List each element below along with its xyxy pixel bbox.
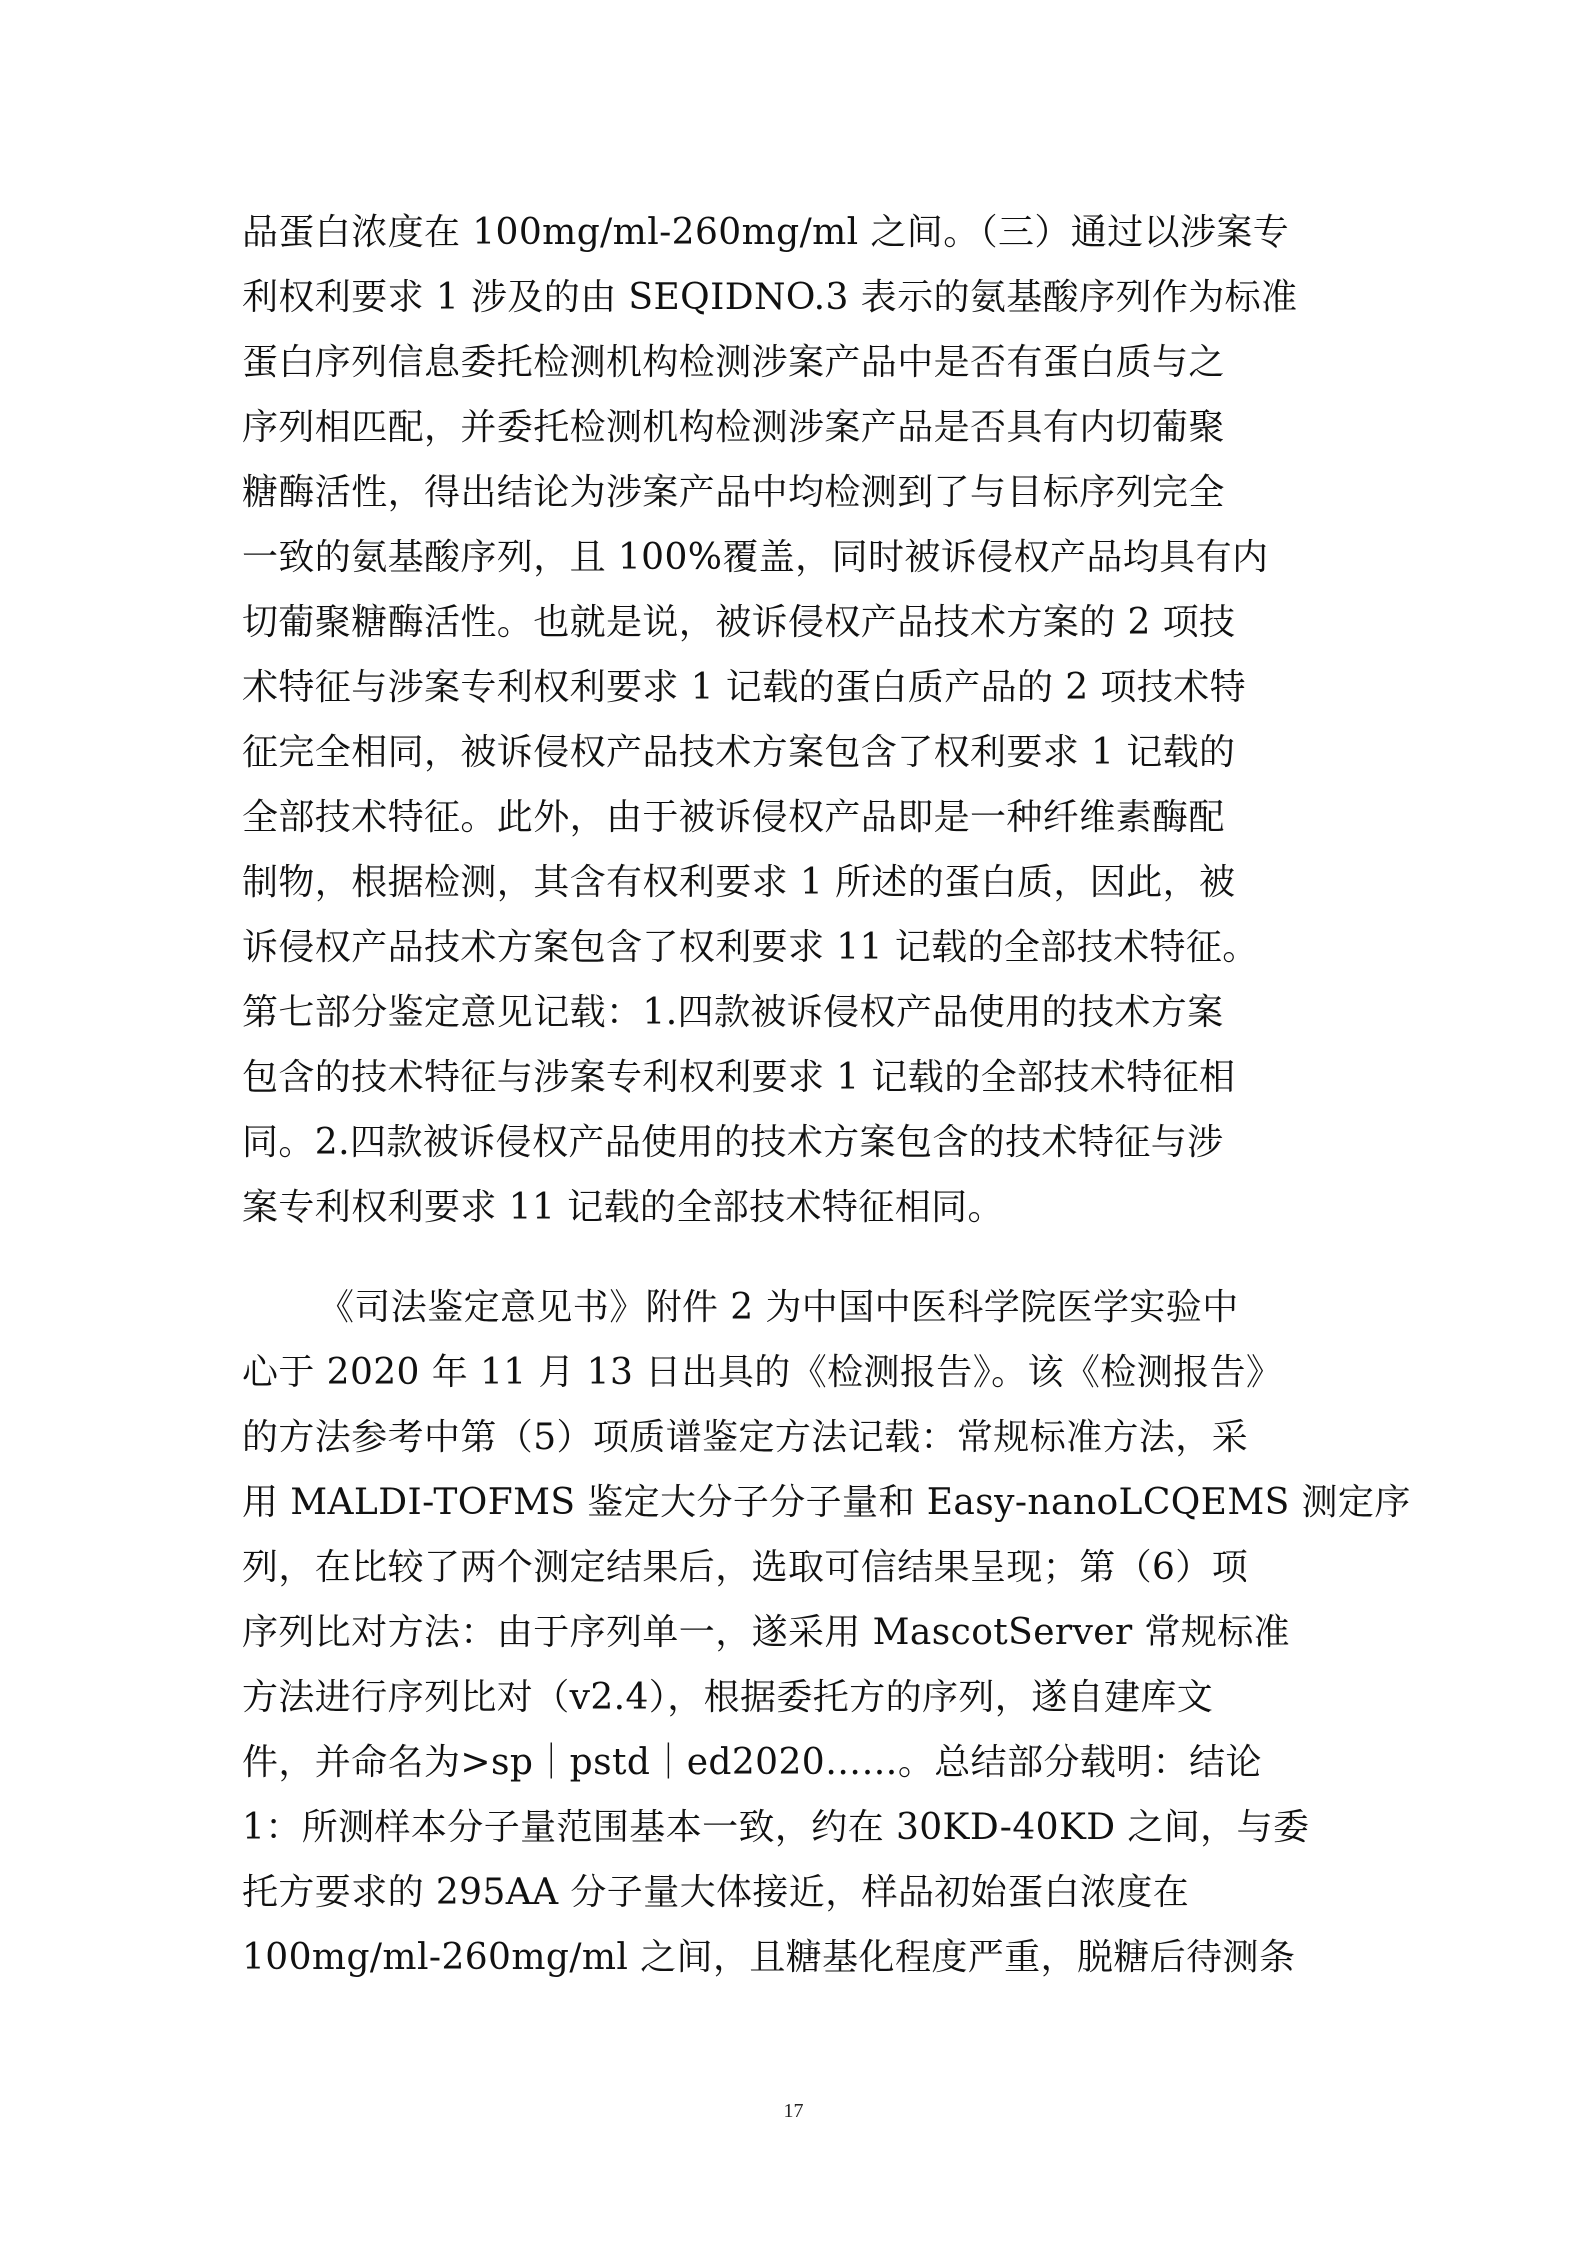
text-line: 案专利权利要求 11 记载的全部技术特征相同。	[242, 1187, 1004, 1228]
paragraph-2	[242, 1275, 1411, 1990]
text-line: 序列相匹配，并委托检测机构检测涉案产品是否具有内切葡聚	[242, 407, 1225, 448]
text-line: 方法进行序列比对（v2.4），根据委托方的序列，遂自建库文	[242, 1677, 1214, 1718]
text-line: 蛋白序列信息委托检测机构检测涉案产品中是否有蛋白质与之	[242, 342, 1225, 383]
text-line: 制物，根据检测，其含有权利要求 1 所述的蛋白质，因此，被	[242, 862, 1236, 903]
text-line: 的方法参考中第（5）项质谱鉴定方法记载：常规标准方法，采	[242, 1417, 1249, 1458]
text-line: 术特征与涉案专利权利要求 1 记载的蛋白质产品的 2 项技术特	[242, 667, 1246, 708]
text-line: 心于 2020 年 11 月 13 日出具的《检测报告》。该《检测报告》	[242, 1352, 1283, 1393]
text-line: 托方要求的 295AA 分子量大体接近，样品初始蛋白浓度在	[242, 1872, 1190, 1913]
text-line: 切葡聚糖酶活性。也就是说，被诉侵权产品技术方案的 2 项技	[242, 602, 1236, 643]
text-line: 征完全相同，被诉侵权产品技术方案包含了权利要求 1 记载的	[242, 732, 1236, 773]
text-line: 件，并命名为>sp｜pstd｜ed2020……。总结部分载明：结论	[242, 1742, 1262, 1783]
text-line: 包含的技术特征与涉案专利权利要求 1 记载的全部技术特征相	[242, 1057, 1236, 1098]
text-line: 诉侵权产品技术方案包含了权利要求 11 记载的全部技术特征。	[242, 927, 1259, 968]
paragraph-1	[242, 200, 1352, 1240]
text-line: 列，在比较了两个测定结果后，选取可信结果呈现；第（6）项	[242, 1547, 1249, 1588]
text-line: 全部技术特征。此外，由于被诉侵权产品即是一种纤维素酶配	[242, 797, 1225, 838]
text-line: 糖酶活性，得出结论为涉案产品中均检测到了与目标序列完全	[242, 472, 1225, 513]
text-line: 用 MALDI-TOFMS 鉴定大分子分子量和 Easy-nanoLCQEMS 测定序	[242, 1482, 1411, 1523]
text-line: 《司法鉴定意见书》附件 2 为中国中医科学院医学实验中	[318, 1287, 1239, 1328]
page-number: 17	[783, 2100, 804, 2122]
text-line: 利权利要求 1 涉及的由 SEQIDNO.3 表示的氨基酸序列作为标准	[242, 277, 1298, 318]
text-line: 序列比对方法：由于序列单一，遂采用 MascotServer 常规标准	[242, 1612, 1291, 1653]
text-line: 1：所测样本分子量范围基本一致，约在 30KD-40KD 之间，与委	[242, 1807, 1310, 1848]
text-line: 第七部分鉴定意见记载：1.四款被诉侵权产品使用的技术方案	[242, 992, 1224, 1033]
text-line: 品蛋白浓度在 100mg/ml-260mg/ml 之间。（三）通过以涉案专	[242, 212, 1290, 253]
text-line: 同。2.四款被诉侵权产品使用的技术方案包含的技术特征与涉	[242, 1122, 1224, 1163]
text-line: 一致的氨基酸序列，且 100%覆盖，同时被诉侵权产品均具有内	[242, 537, 1269, 578]
text-line: 100mg/ml-260mg/ml 之间，且糖基化程度严重，脱糖后待测条	[242, 1937, 1296, 1978]
